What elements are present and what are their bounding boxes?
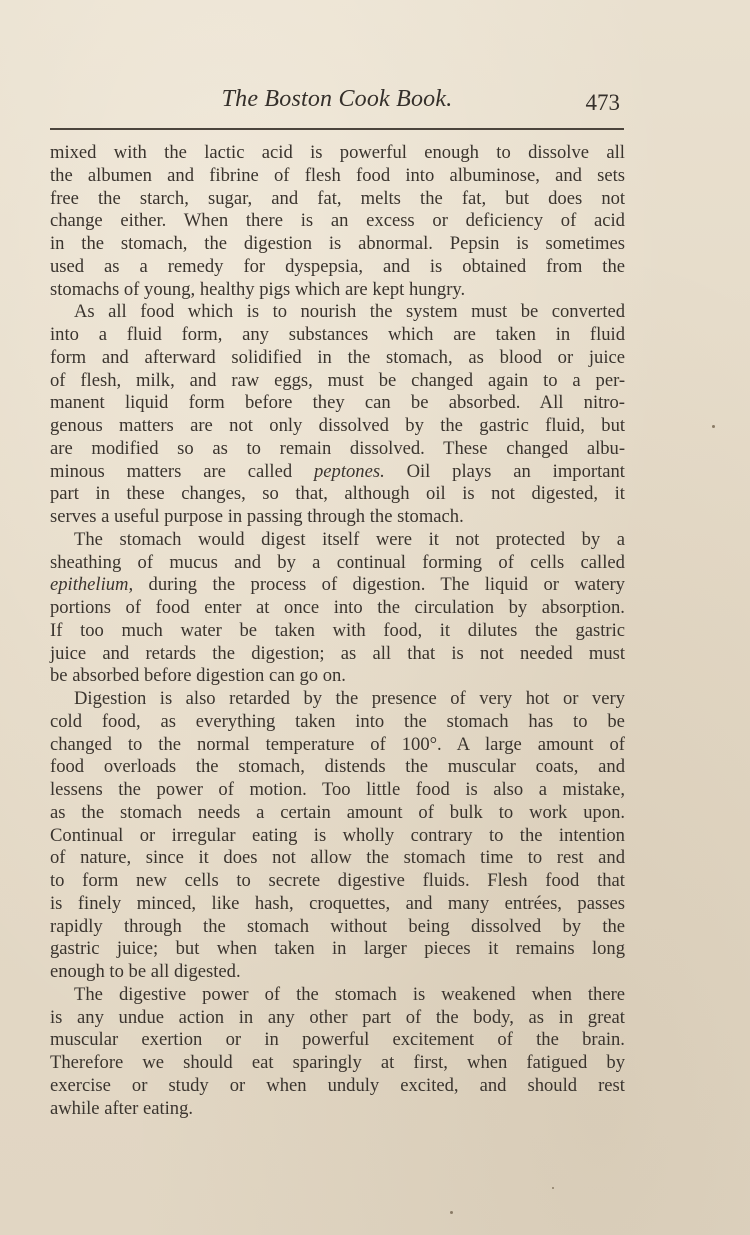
text-line: genous matters are not only dissolved by the gastric fluid, but [50,415,626,436]
text-line: food overloads the stomach, distends the muscular coats, and [50,756,626,778]
text-line: lessens the power of motion. Too little food is also a mistake, [50,779,625,800]
text-line: Digestion is also retarded by the presence of very hot or very [74,688,625,709]
text-line: into a fluid form, any substances which are taken in fluid [50,324,626,345]
text-line: cold food, as everything taken into the stomach has to be [50,710,625,732]
text-line: mixed with the lactic acid is powerful enough to dissolve all [50,142,625,163]
text-line: If too much water be taken with food, it dilutes the gastric [50,619,625,641]
text-line: part in these changes, so that, although oil is not digested, it [50,483,625,505]
text-line: rapidly through the stomach without being dissolved by the [50,915,626,937]
text-line: used as a remedy for dyspepsia, and is obtained from the [50,255,625,277]
text-line: in the stomach, the digestion is abnormal. Pepsin is sometimes [50,233,625,254]
text-line: of flesh, milk, and raw eggs, must be changed again to a per- [50,369,626,391]
text-line: free the starch, sugar, and fat, melts the fat, but does not [50,187,626,209]
text-line: awhile after eating. [50,1097,194,1119]
text-line: manent liquid form before they can be absorbed. All nitro- [50,392,625,414]
page-header [52,86,622,122]
text-line: The digestive power of the stomach is weakened when there [74,983,626,1005]
paper-speck [552,1187,554,1189]
text-line: enough to be all digested. [50,961,241,982]
text-line: is any undue action in any other part of the body, as in great [50,1006,625,1028]
text-line: as the stomach needs a certain amount of bulk to work upon. [50,801,626,823]
text-line: the albumen and fibrine of flesh food into albuminose, and sets [50,164,626,186]
text-line: gastric juice; but when taken in larger pieces it remains long [50,938,626,960]
text-line: muscular exertion or in powerful excitement of the brain. [50,1029,625,1051]
text-line: exercise or study or when unduly excited, and should rest [50,1074,625,1096]
text-line: juice and retards the digestion; as all that is not needed must [50,642,626,664]
text-line: epithelium, during the process of digestion. The liquid or watery [50,574,625,596]
text-line: Therefore we should eat sparingly at first, when fatigued by [50,1052,625,1073]
paper-speck [712,425,715,428]
text-line: stomachs of young, healthy pigs which are kept hungry. [50,278,466,300]
body-text [50,142,625,1120]
paper-speck [450,1211,453,1214]
text-line: Continual or irregular eating is wholly contrary to the intention [50,824,625,846]
text-line: are modified so as to remain dissolved. These changed albu- [50,437,626,459]
text-line: portions of food enter at once into the circulation by absorption. [50,597,625,618]
page-number: 473 [585,90,620,115]
running-title: The Boston Cook Book. [221,86,453,112]
text-line: to form new cells to secrete digestive fluids. Flesh food that [50,870,625,891]
text-line: changed to the normal temperature of 100°. A large amount of [50,733,625,755]
text-line: of nature, since it does not allow the stomach time to rest and [50,847,626,869]
text-line: The stomach would digest itself were it not protected by a [74,528,626,550]
text-line: be absorbed before digestion can go on. [50,665,346,687]
text-line: change either. When there is an excess or deficiency of acid [50,210,625,232]
text-line: is finely minced, like hash, croquettes, and many entrées, passes [50,892,625,914]
text-line: As all food which is to nourish the system must be converted [74,301,626,323]
text-line: sheathing of mucus and by a continual forming of cells called [50,551,625,573]
text-line: minous matters are called peptones. Oil plays an important [50,460,625,482]
text-line: serves a useful purpose in passing through the stomach. [50,506,464,527]
header-rule [50,128,624,130]
text-line: form and afterward solidified in the stomach, as blood or juice [50,346,625,368]
